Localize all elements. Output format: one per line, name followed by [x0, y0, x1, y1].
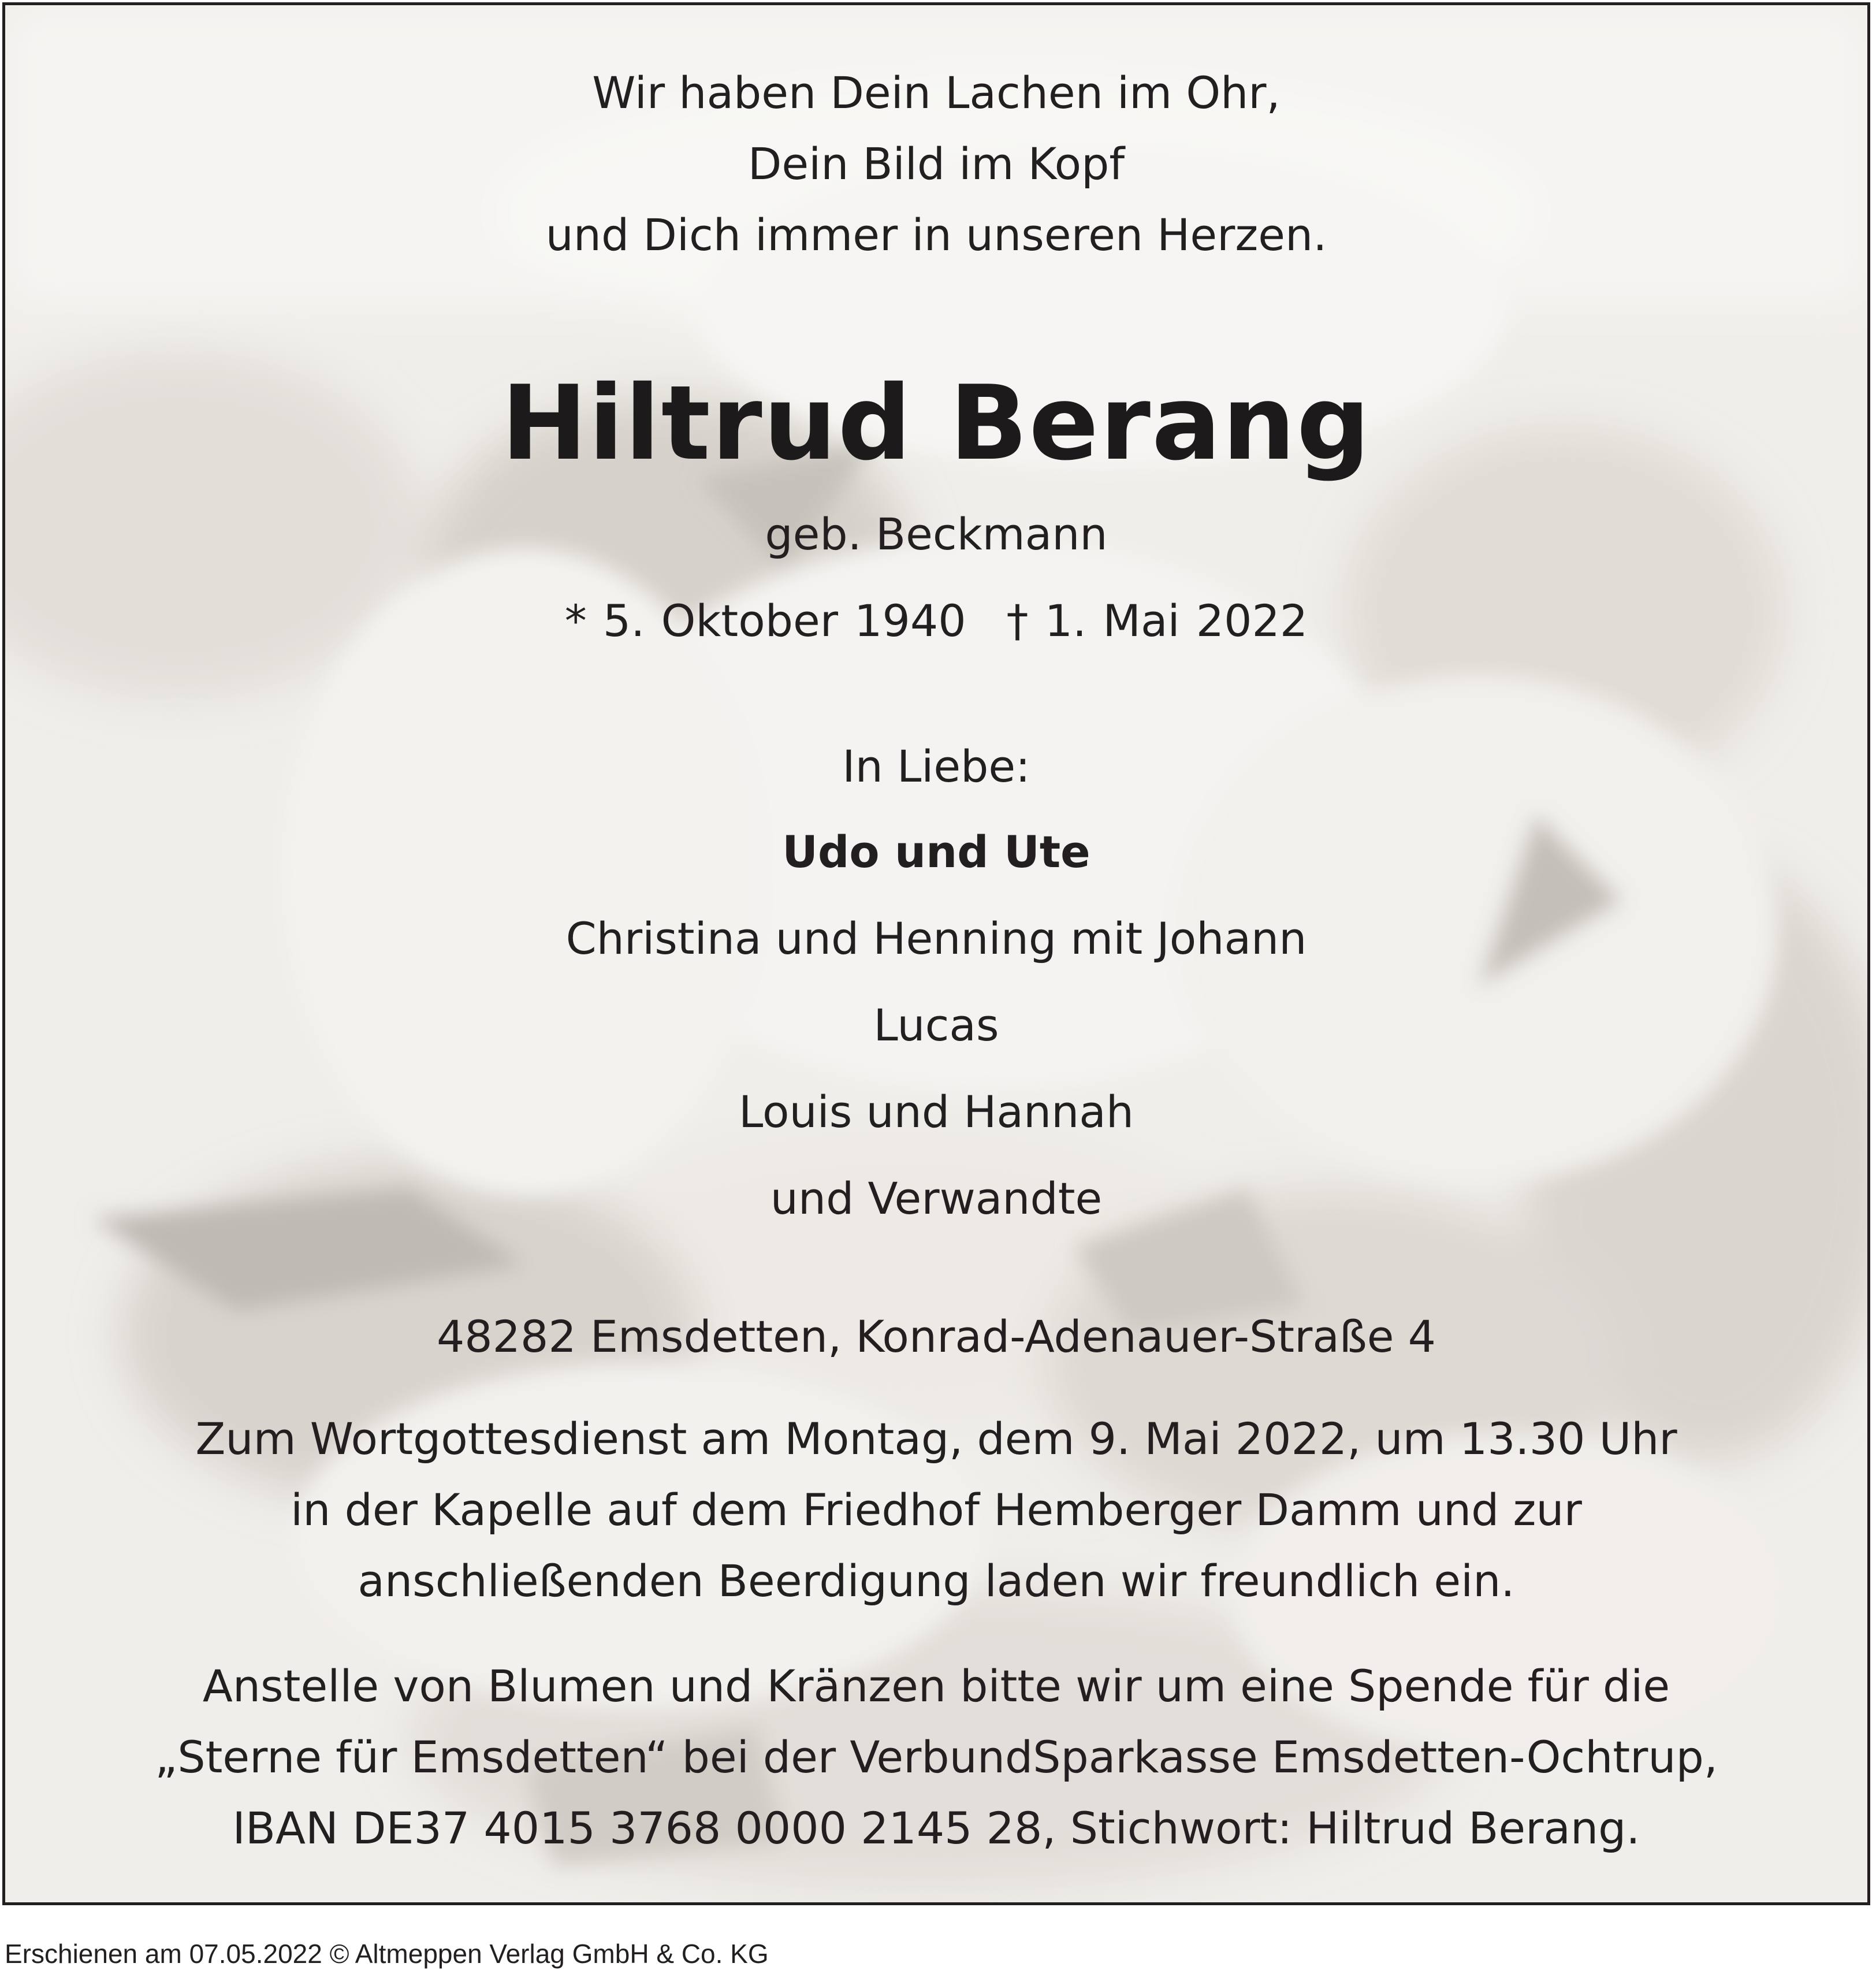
mourner-line: Louis und Hannah	[738, 1086, 1134, 1137]
notice-content	[5, 5, 1867, 1902]
life-dates	[5, 592, 1867, 650]
mourner-line: und Verwandte	[770, 1173, 1103, 1224]
mourner-line: Lucas	[873, 999, 999, 1051]
death-date: † 1. Mai 2022	[1006, 595, 1308, 646]
poem-line: und Dich immer in unseren Herzen.	[545, 209, 1327, 261]
service-line: anschließenden Beerdigung laden wir freundlich ein.	[358, 1555, 1515, 1607]
mourners-intro: In Liebe:	[842, 741, 1030, 792]
service-line: in der Kapelle auf dem Friedhof Hemberger Damm und zur	[291, 1484, 1582, 1535]
maiden-name: geb. Beckmann	[765, 508, 1108, 560]
mourners-primary: Udo und Ute	[782, 826, 1090, 878]
donation-line: IBAN DE37 4015 3768 0000 2145 28, Stichwort: Hiltrud Berang.	[232, 1802, 1640, 1854]
obituary-notice	[2, 2, 1870, 1905]
deceased-name: Hiltrud Berang	[501, 363, 1372, 483]
donation-line: Anstelle von Blumen und Kränzen bitte wir um eine Spende für die	[202, 1660, 1670, 1712]
poem-line: Wir haben Dein Lachen im Ohr,	[592, 67, 1281, 118]
service-line: Zum Wortgottesdienst am Montag, dem 9. Mai 2022, um 13.30 Uhr	[195, 1413, 1677, 1464]
mourner-line: Christina und Henning mit Johann	[565, 913, 1307, 964]
birth-date: * 5. Oktober 1940	[564, 595, 966, 646]
donation-line: „Sterne für Emsdetten“ bei der VerbundSparkasse Emsdetten-Ochtrup,	[154, 1731, 1718, 1783]
poem-line: Dein Bild im Kopf	[747, 138, 1125, 189]
publication-footer: Erschienen am 07.05.2022 © Altmeppen Verlag GmbH & Co. KG	[5, 1939, 769, 1969]
address: 48282 Emsdetten, Konrad-Adenauer-Straße 4	[436, 1311, 1436, 1362]
